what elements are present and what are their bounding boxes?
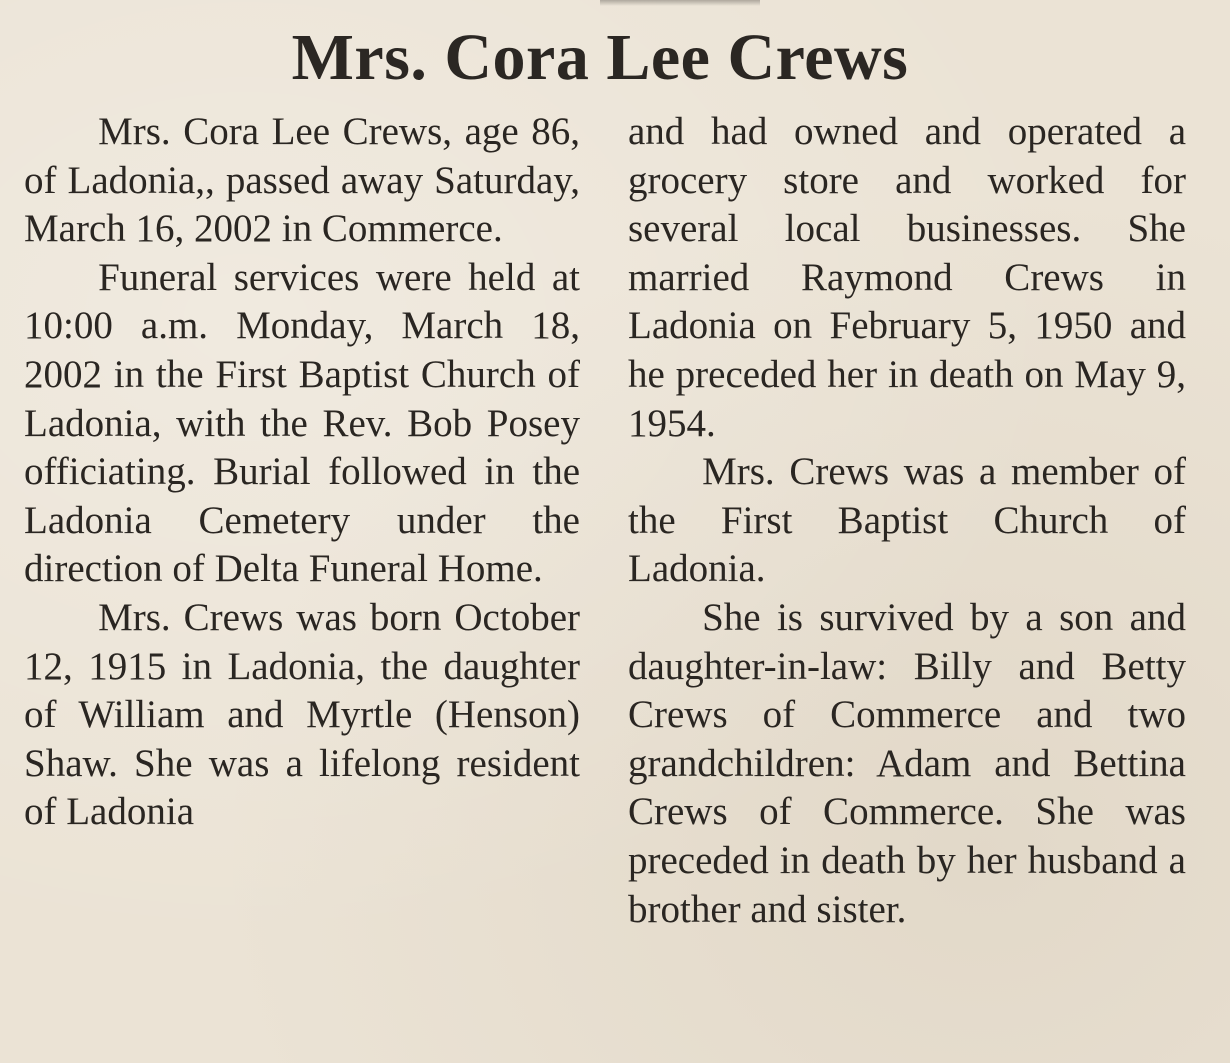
top-rule bbox=[600, 0, 760, 6]
right-column bbox=[628, 108, 1186, 934]
paragraph-death-notice: Mrs. Cora Lee Crews, age 86, of Ladonia,, passed away Saturday, March 16, 2002 in Commerce. bbox=[24, 110, 580, 251]
headline: Mrs. Cora Lee Crews bbox=[291, 21, 909, 94]
paragraph-church-membership: Mrs. Crews was a member of the First Baptist Church of Ladonia. bbox=[628, 450, 1186, 591]
paragraph-survivors: She is survived by a son and daughter-in-law: Billy and Betty Crews of Commerce and two grandchildren: Adam and Bettina Crews of Commerce. She was preceded in death by her husband a brother and sister. bbox=[628, 595, 1186, 931]
paragraph-funeral-services: Funeral services were held at 10:00 a.m. Monday, March 18, 2002 in the First Baptist Church of Ladonia, with the Rev. Bob Posey officiating. Burial followed in the Ladonia Cemetery under the direction of Delta Funeral Home. bbox=[24, 255, 580, 591]
paragraph-biography-continued: and had owned and operated a grocery store and worked for several local businesses. She married Raymond Crews in Ladonia on February 5, 1950 and he preceded her in death on May 9, 1954. bbox=[628, 110, 1186, 445]
paragraph-birth: Mrs. Crews was born October 12, 1915 in Ladonia, the daughter of William and Myrtle (Henson) Shaw. She was a lifelong resident of Ladonia bbox=[24, 595, 580, 834]
left-column bbox=[24, 108, 580, 837]
